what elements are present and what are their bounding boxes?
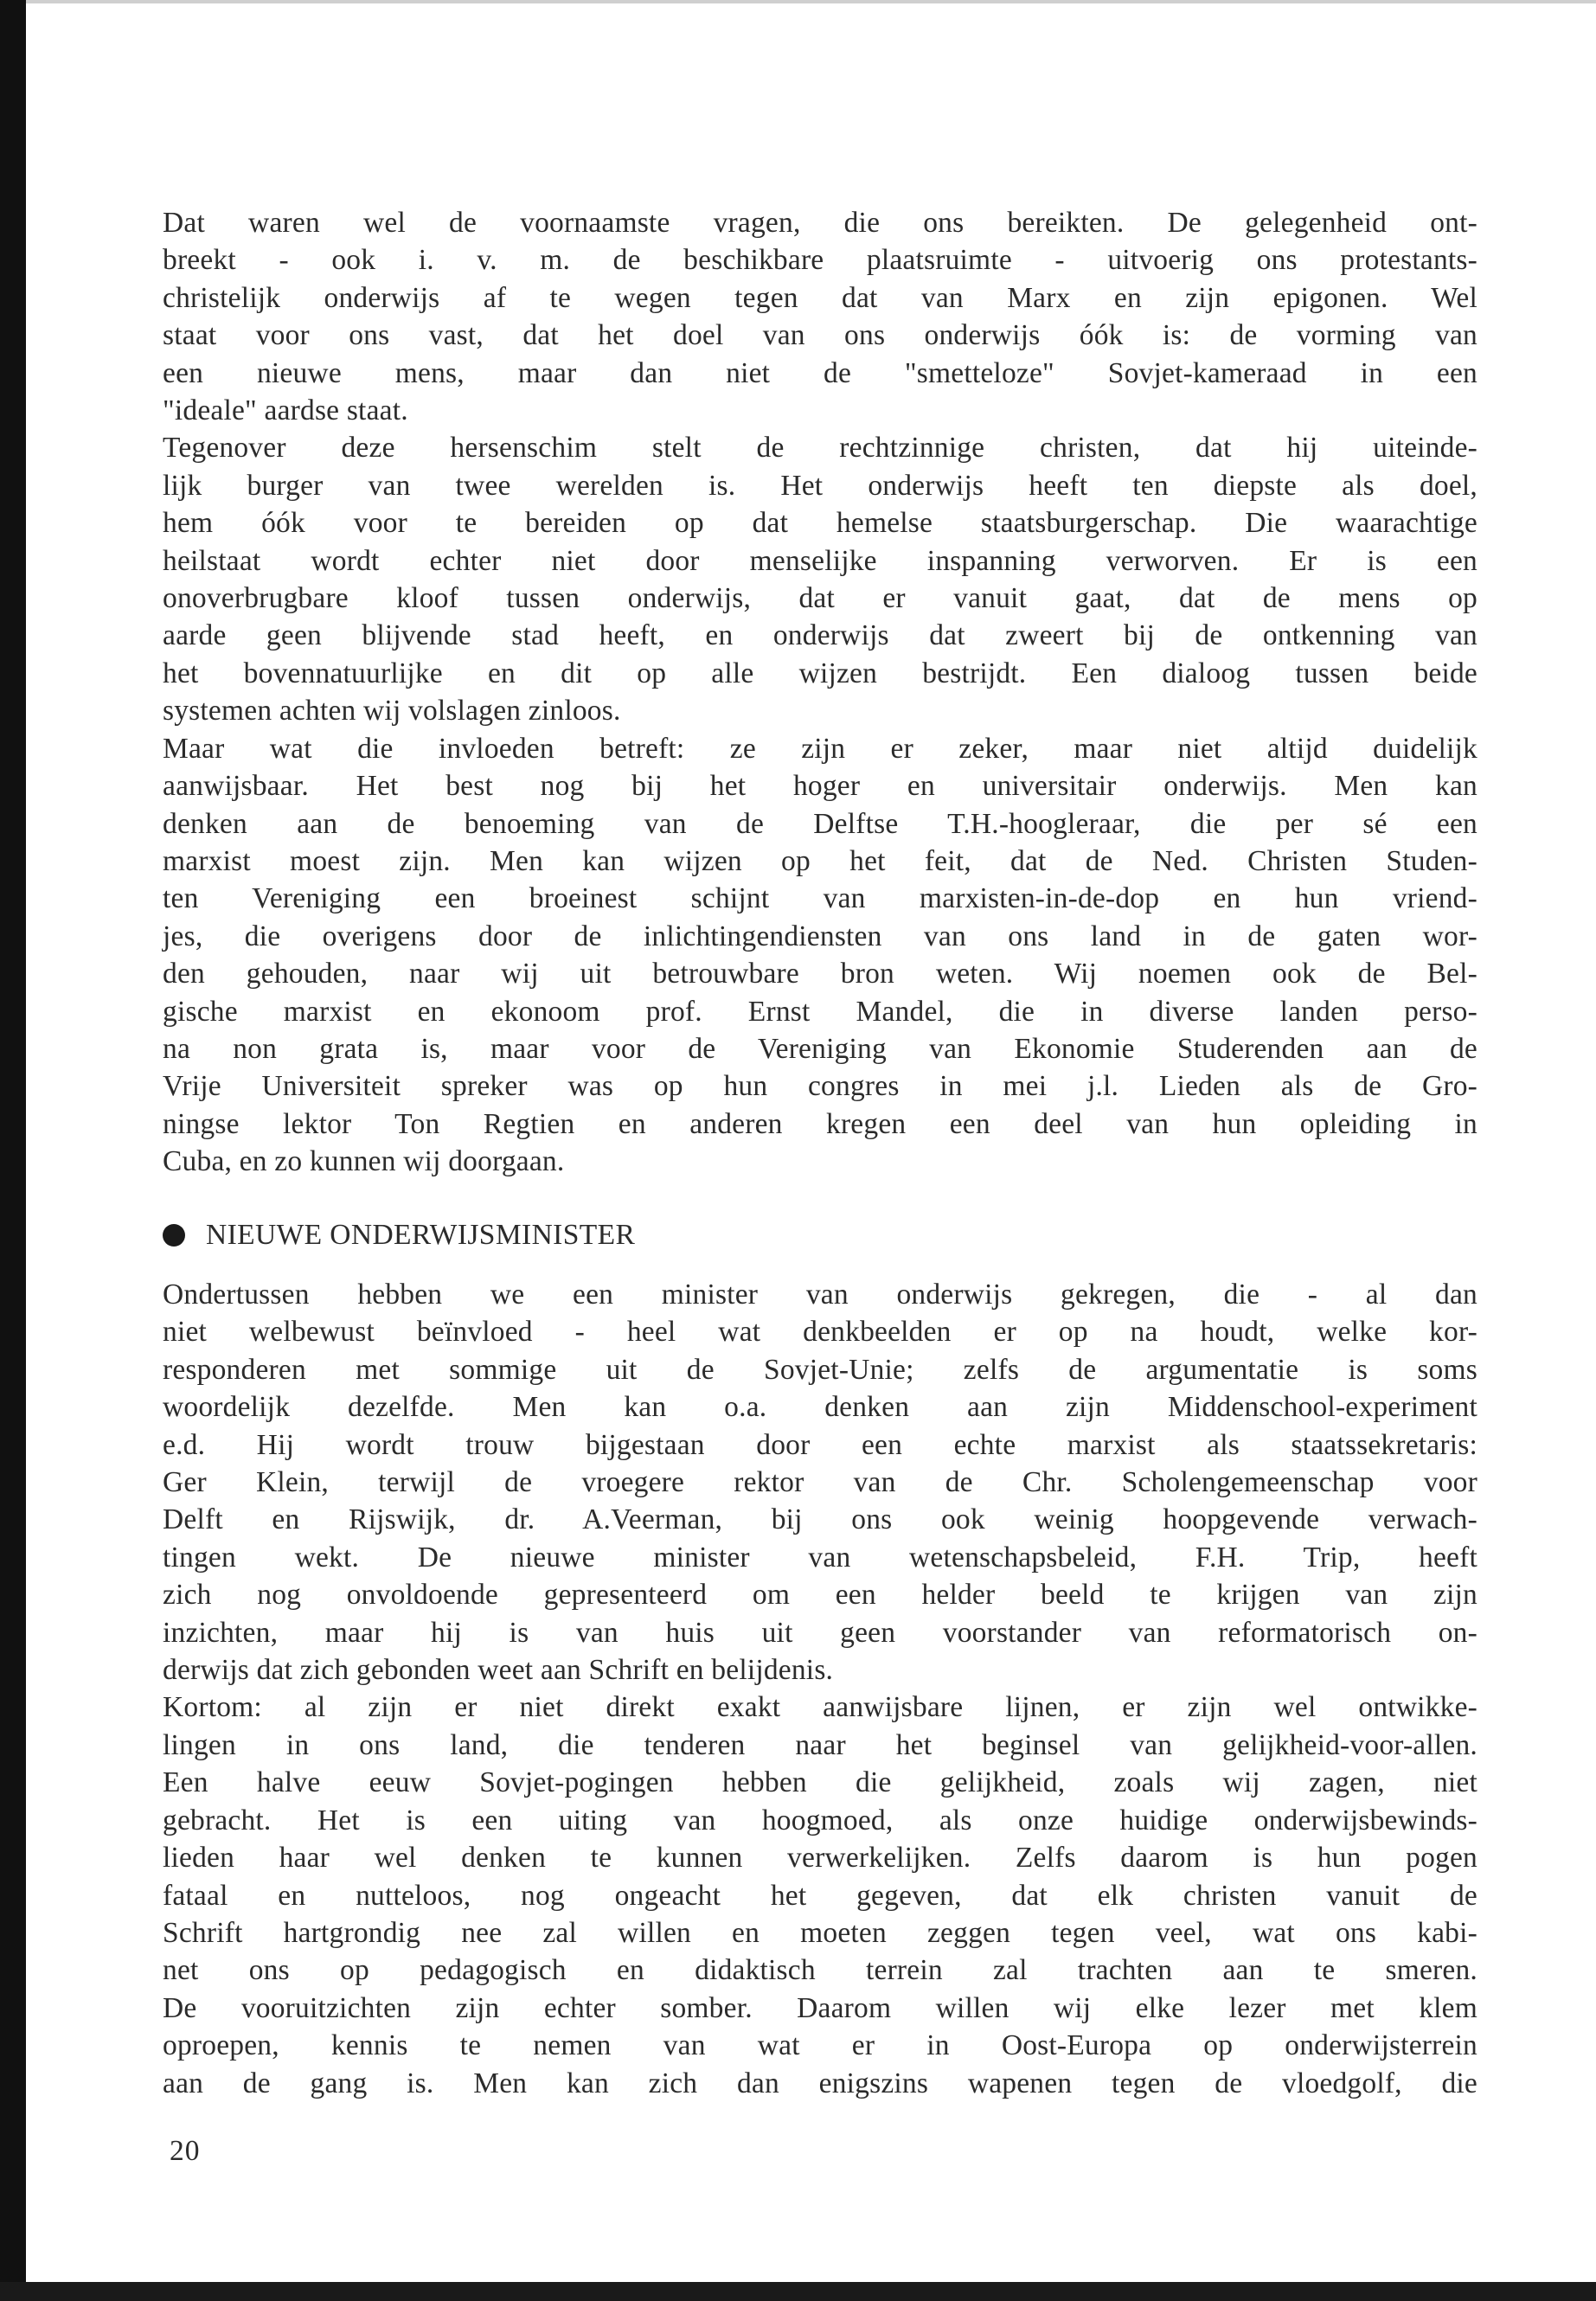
text-line: ten Vereniging een broeinest schijnt van marxisten-in-de-dop en hun vriend- xyxy=(163,882,1477,915)
text-line: woordelijk dezelfde. Men kan o.a. denken aan zijn Middenschool-experiment xyxy=(163,1391,1477,1424)
text-line: e.d. Hij wordt trouw bijgestaan door een echte marxist als staatssekretaris: xyxy=(163,1428,1477,1461)
text-line: zich nog onvoldoende gepresenteerd om een helder beeld te krijgen van zijn xyxy=(163,1579,1477,1612)
text-line: systemen achten wij volslagen zinloos. xyxy=(163,695,621,727)
text-line: marxist moest zijn. Men kan wijzen op het feit, dat de Ned. Christen Studen- xyxy=(163,844,1477,877)
bullet-icon xyxy=(163,1224,185,1247)
section-heading xyxy=(163,1215,635,1255)
text-line: hem óók voor te bereiden op dat hemelse staatsburgerschap. Die waarachtige xyxy=(163,507,1477,540)
text-line: Kortom: al zijn er niet direkt exakt aanwijsbare lijnen, er zijn wel ontwikke- xyxy=(163,1691,1477,1724)
text-line: Cuba, en zo kunnen wij doorgaan. xyxy=(163,1145,565,1178)
scan-edge-top xyxy=(0,0,1596,3)
text-line: net ons op pedagogisch en didaktisch terrein zal trachten aan te smeren. xyxy=(163,1954,1477,1987)
text-line: aan de gang is. Men kan zich dan enigszins wapenen tegen de vloedgolf, die xyxy=(163,2067,1477,2099)
text-line: Maar wat die invloeden betreft: ze zijn er zeker, maar niet altijd duidelijk xyxy=(163,732,1477,765)
body-text-upper xyxy=(163,204,1477,1181)
text-line: Ondertussen hebben we een minister van onderwijs gekregen, die - al dan xyxy=(163,1279,1477,1311)
text-line: ningse lektor Ton Regtien en anderen kregen een deel van hun opleiding in xyxy=(163,1107,1477,1140)
scan-edge-left xyxy=(0,0,26,2301)
scan-edge-bottom xyxy=(0,2282,1596,2301)
text-line: aanwijsbaar. Het best nog bij het hoger en universitair onderwijs. Men kan xyxy=(163,770,1477,803)
text-line: fataal en nutteloos, nog ongeacht het gegeven, dat elk christen vanuit de xyxy=(163,1879,1477,1912)
text-line: Ger Klein, terwijl de vroegere rektor van de Chr. Scholengemeenschap voor xyxy=(163,1466,1477,1499)
body-text-lower xyxy=(163,1276,1477,2102)
text-line: lingen in ons land, die tenderen naar het beginsel van gelijkheid-voor-allen. xyxy=(163,1728,1477,1761)
text-line: jes, die overigens door de inlichtingendiensten van ons land in de gaten wor- xyxy=(163,920,1477,952)
page-number: 20 xyxy=(170,2135,201,2167)
text-line: christelijk onderwijs af te wegen tegen dat van Marx en zijn epigonen. Wel xyxy=(163,281,1477,314)
text-line: onoverbrugbare kloof tussen onderwijs, dat er vanuit gaat, dat de mens op xyxy=(163,582,1477,615)
text-line: gische marxist en ekonoom prof. Ernst Mandel, die in diverse landen perso- xyxy=(163,995,1477,1028)
text-line: Delft en Rijswijk, dr. A.Veerman, bij ons ook weinig hoopgevende verwach- xyxy=(163,1503,1477,1536)
text-line: Een halve eeuw Sovjet-pogingen hebben die gelijkheid, zoals wij zagen, niet xyxy=(163,1766,1477,1799)
text-line: gebracht. Het is een uiting van hoogmoed, als onze huidige onderwijsbewinds- xyxy=(163,1804,1477,1836)
text-line: aarde geen blijvende stad heeft, en onderwijs dat zweert bij de ontkenning van xyxy=(163,619,1477,652)
text-line: heilstaat wordt echter niet door menselijke inspanning verworven. Er is een xyxy=(163,544,1477,577)
text-line: breekt - ook i. v. m. de beschikbare plaatsruimte - uitvoerig ons protestants- xyxy=(163,244,1477,277)
text-line: "ideale" aardse staat. xyxy=(163,394,408,427)
text-line: Vrije Universiteit spreker was op hun congres in mei j.l. Lieden als de Gro- xyxy=(163,1070,1477,1103)
text-line: De vooruitzichten zijn echter somber. Daarom willen wij elke lezer met klem xyxy=(163,1991,1477,2024)
text-line: niet welbewust beïnvloed - heel wat denkbeelden er op na houdt, welke kor- xyxy=(163,1316,1477,1349)
text-line: een nieuwe mens, maar dan niet de "smetteloze" Sovjet-kameraad in een xyxy=(163,356,1477,389)
text-line: lieden haar wel denken te kunnen verwerkelijken. Zelfs daarom is hun pogen xyxy=(163,1842,1477,1875)
text-line: het bovennatuurlijke en dit op alle wijzen bestrijdt. Een dialoog tussen beide xyxy=(163,657,1477,689)
text-line: na non grata is, maar voor de Vereniging van Ekonomie Studerenden aan de xyxy=(163,1032,1477,1065)
text-line: lijk burger van twee werelden is. Het onderwijs heeft ten diepste als doel, xyxy=(163,469,1477,502)
section-heading-text: NIEUWE ONDERWIJSMINISTER xyxy=(206,1219,636,1251)
text-line: Tegenover deze hersenschim stelt de rechtzinnige christen, dat hij uiteinde- xyxy=(163,432,1477,465)
text-line: responderen met sommige uit de Sovjet-Unie; zelfs de argumentatie is soms xyxy=(163,1353,1477,1386)
text-line: staat voor ons vast, dat het doel van ons onderwijs óók is: de vorming van xyxy=(163,319,1477,352)
text-line: derwijs dat zich gebonden weet aan Schrift en belijdenis. xyxy=(163,1654,834,1687)
text-line: oproepen, kennis te nemen van wat er in Oost-Europa op onderwijsterrein xyxy=(163,2029,1477,2062)
text-line: Dat waren wel de voornaamste vragen, die ons bereikten. De gelegenheid ont- xyxy=(163,207,1477,239)
text-line: denken aan de benoeming van de Delftse T.H.-hoogleraar, die per sé een xyxy=(163,807,1477,840)
text-line: inzichten, maar hij is van huis uit geen voorstander van reformatorisch on- xyxy=(163,1616,1477,1649)
text-line: Schrift hartgrondig nee zal willen en moeten zeggen tegen veel, wat ons kabi- xyxy=(163,1916,1477,1949)
text-line: den gehouden, naar wij uit betrouwbare bron weten. Wij noemen ook de Bel- xyxy=(163,958,1477,990)
text-line: tingen wekt. De nieuwe minister van wetenschapsbeleid, F.H. Trip, heeft xyxy=(163,1541,1477,1574)
